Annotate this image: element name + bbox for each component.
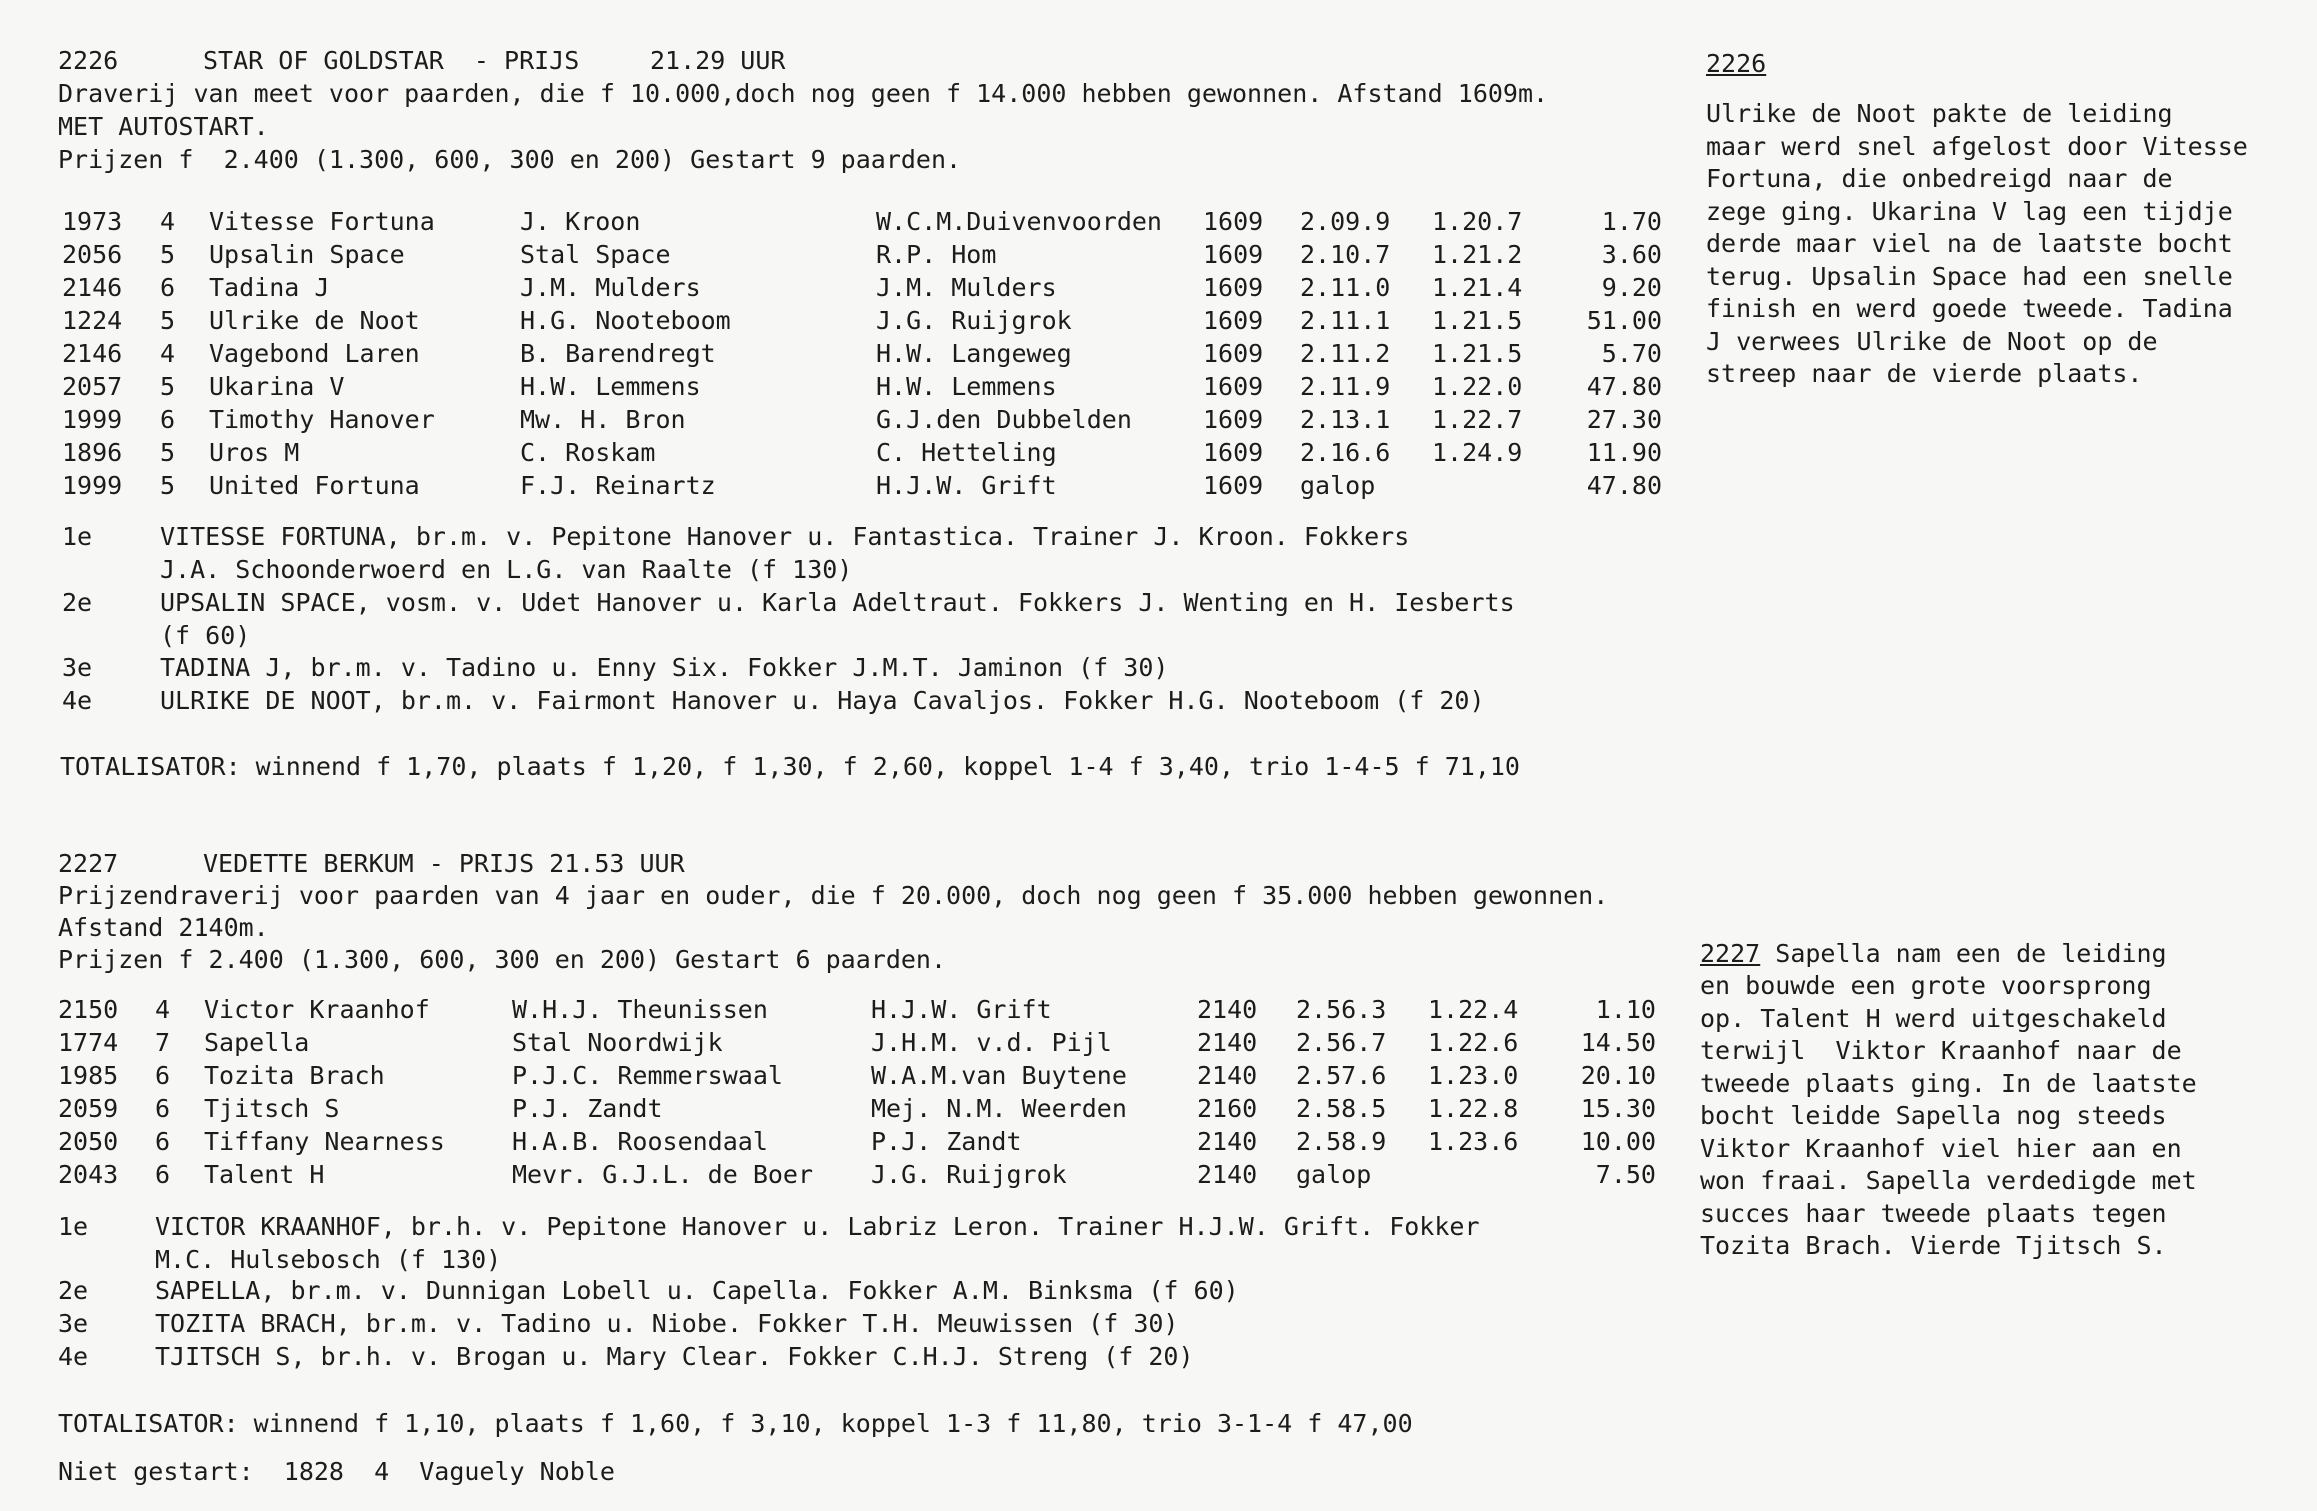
cell-dist: 1609 <box>1203 240 1264 269</box>
cell-owner: H.G. Nooteboom <box>520 306 731 335</box>
cell-dist: 1609 <box>1203 372 1264 401</box>
placing-position: 1e <box>62 522 93 551</box>
report-line: finish en werd goede tweede. Tadina <box>1706 294 2233 323</box>
cell-time: 2.11.9 <box>1300 372 1391 401</box>
cell-horse: Vagebond Laren <box>209 339 420 368</box>
placing-position: 3e <box>58 1309 89 1338</box>
cell-time: 2.11.0 <box>1300 273 1391 302</box>
cell-age: 5 <box>160 372 176 401</box>
cell-odds: 5.70 <box>1601 339 1662 368</box>
cell-owner: P.J.C. Remmerswaal <box>512 1061 783 1090</box>
cell-time: 2.10.7 <box>1300 240 1391 269</box>
cell-km: 1.23.0 <box>1428 1061 1519 1090</box>
cell-driver: Mej. N.M. Weerden <box>871 1094 1127 1123</box>
cell-age: 6 <box>160 405 176 434</box>
report-line: Tozita Brach. Vierde Tjitsch S. <box>1700 1231 2167 1260</box>
cell-owner: Stal Space <box>520 240 671 269</box>
cell-dist: 1609 <box>1203 306 1264 335</box>
cell-time: 2.56.3 <box>1296 995 1387 1024</box>
cell-driver: P.J. Zandt <box>871 1127 1022 1156</box>
cell-km: 1.20.7 <box>1432 207 1523 236</box>
report-first-line <box>1700 937 2167 970</box>
report-line: J verwees Ulrike de Noot op de <box>1706 326 2158 356</box>
report-line: succes haar tweede plaats tegen <box>1700 1198 2167 1228</box>
cell-dist: 1609 <box>1203 471 1264 500</box>
cell-dist: 2140 <box>1197 995 1258 1024</box>
cell-horse: Uros M <box>209 438 300 467</box>
placing-text: ULRIKE DE NOOT, br.m. v. Fairmont Hanover u. Haya Cavaljos. Fokker H.G. Nooteboom (f 20) <box>160 686 1485 715</box>
placing-position: 1e <box>58 1212 89 1241</box>
cell-driver: H.J.W. Grift <box>876 471 1057 500</box>
cell-odds: 15.30 <box>1580 1094 1656 1123</box>
placing-position: 3e <box>62 653 93 682</box>
cell-odds: 14.50 <box>1580 1028 1656 1057</box>
report-line: terwijl Viktor Kraanhof naar de <box>1700 1036 2182 1065</box>
cell-horse: Vitesse Fortuna <box>209 207 435 236</box>
cell-dist: 2140 <box>1197 1061 1258 1090</box>
placing-text: UPSALIN SPACE, vosm. v. Udet Hanover u. Karla Adeltraut. Fokkers J. Wenting en H. Iesberts <box>160 588 1515 617</box>
cell-id: 2050 <box>58 1127 119 1156</box>
cell-owner: Mevr. G.J.L. de Boer <box>512 1160 814 1189</box>
placing-text: TADINA J, br.m. v. Tadino u. Enny Six. Fokker J.M.T. Jaminon (f 30) <box>160 653 1169 682</box>
cell-owner: Stal Noordwijk <box>512 1028 723 1057</box>
cell-time: 2.58.9 <box>1296 1127 1387 1156</box>
cell-odds: 9.20 <box>1601 273 1662 302</box>
cell-age: 4 <box>160 207 176 236</box>
cell-driver: H.W. Lemmens <box>876 372 1057 401</box>
cell-horse: Tiffany Nearness <box>204 1127 445 1156</box>
totalisator: TOTALISATOR: winnend f 1,10, plaats f 1,60, f 3,10, koppel 1-3 f 11,80, trio 3-1-4 f 47,00 <box>58 1409 1413 1438</box>
cell-age: 6 <box>155 1094 171 1123</box>
placing-text: VICTOR KRAANHOF, br.h. v. Pepitone Hanover u. Labriz Leron. Trainer H.J.W. Grift. Fokker <box>155 1212 1480 1241</box>
cell-odds: 1.70 <box>1601 207 1662 236</box>
cell-owner: W.H.J. Theunissen <box>512 995 768 1024</box>
report-line: tweede plaats ging. In de laatste <box>1700 1068 2197 1098</box>
report-line: derde maar viel na de laatste bocht <box>1706 229 2233 258</box>
race-time: 21.29 UUR <box>650 46 786 75</box>
cell-time: 2.56.7 <box>1296 1028 1387 1057</box>
report-line: maar werd snel afgelost door Vitesse <box>1706 131 2248 161</box>
cell-owner: Mw. H. Bron <box>520 405 686 434</box>
cell-dist: 1609 <box>1203 405 1264 434</box>
cell-dist: 2140 <box>1197 1028 1258 1057</box>
placing-text-continued: (f 60) <box>160 621 251 650</box>
report-line: op. Talent H werd uitgeschakeld <box>1700 1003 2167 1033</box>
cell-odds: 1.10 <box>1595 995 1656 1024</box>
cell-driver: H.J.W. Grift <box>871 995 1052 1024</box>
cell-id: 2146 <box>62 339 123 368</box>
cell-id: 2146 <box>62 273 123 302</box>
cell-odds: 11.90 <box>1586 438 1662 467</box>
cell-age: 6 <box>160 273 176 302</box>
totalisator: TOTALISATOR: winnend f 1,70, plaats f 1,20, f 1,30, f 2,60, koppel 1-4 f 3,40, trio 1-4-5 f 71,10 <box>60 752 1520 781</box>
cell-odds: 20.10 <box>1580 1061 1656 1090</box>
cell-time: galop <box>1296 1160 1372 1189</box>
report-text: Sapella nam een de leiding <box>1760 939 2167 968</box>
cell-horse: Timothy Hanover <box>209 405 435 434</box>
report-line: Viktor Kraanhof viel hier aan en <box>1700 1133 2182 1163</box>
cell-id: 2056 <box>62 240 123 269</box>
cell-owner: B. Barendregt <box>520 339 716 368</box>
cell-age: 5 <box>160 240 176 269</box>
cell-time: 2.11.1 <box>1300 306 1391 335</box>
cell-driver: W.A.M.van Buytene <box>871 1061 1127 1090</box>
report-line: won fraai. Sapella verdedigde met <box>1700 1166 2197 1195</box>
cell-dist: 1609 <box>1203 438 1264 467</box>
cell-odds: 47.80 <box>1586 471 1662 500</box>
race-description: Prijzendraverij voor paarden van 4 jaar en ouder, die f 20.000, doch nog geen f 35.000 hebben gewonnen. <box>58 881 1609 910</box>
cell-id: 2150 <box>58 995 119 1024</box>
cell-dist: 1609 <box>1203 207 1264 236</box>
cell-km: 1.21.4 <box>1432 273 1523 302</box>
cell-driver: J.G. Ruijgrok <box>871 1160 1067 1189</box>
cell-km: 1.22.8 <box>1428 1094 1519 1123</box>
cell-driver: J.G. Ruijgrok <box>876 306 1072 335</box>
cell-driver: C. Hetteling <box>876 438 1057 467</box>
cell-km: 1.22.6 <box>1428 1028 1519 1057</box>
cell-dist: 2160 <box>1197 1094 1258 1123</box>
cell-age: 6 <box>155 1061 171 1090</box>
cell-odds: 47.80 <box>1586 372 1662 401</box>
cell-odds: 10.00 <box>1580 1127 1656 1156</box>
cell-owner: H.W. Lemmens <box>520 372 701 401</box>
cell-age: 6 <box>155 1127 171 1156</box>
cell-id: 1999 <box>62 405 123 434</box>
cell-id: 1224 <box>62 306 123 335</box>
not-started: Niet gestart: 1828 4 Vaguely Noble <box>58 1457 615 1486</box>
placing-position: 2e <box>62 588 93 617</box>
placing-position: 4e <box>62 686 93 715</box>
placing-text: SAPELLA, br.m. v. Dunnigan Lobell u. Capella. Fokker A.M. Binksma (f 60) <box>155 1276 1239 1305</box>
cell-km: 1.22.4 <box>1428 995 1519 1024</box>
cell-owner: P.J. Zandt <box>512 1094 663 1123</box>
cell-dist: 1609 <box>1203 339 1264 368</box>
report-line: Ulrike de Noot pakte de leiding <box>1706 99 2173 128</box>
cell-owner: H.A.B. Roosendaal <box>512 1127 768 1156</box>
cell-id: 2057 <box>62 372 123 401</box>
cell-horse: Talent H <box>204 1160 325 1189</box>
report-line: en bouwde een grote voorsprong <box>1700 971 2152 1000</box>
placing-text-continued: J.A. Schoonderwoerd en L.G. van Raalte (f 130) <box>160 555 853 584</box>
race-number: 2227 <box>58 849 119 878</box>
cell-km: 1.21.5 <box>1432 339 1523 368</box>
race-name: STAR OF GOLDSTAR - PRIJS <box>203 46 580 75</box>
cell-horse: Upsalin Space <box>209 240 405 269</box>
cell-time: galop <box>1300 471 1376 500</box>
cell-age: 5 <box>160 438 176 467</box>
cell-odds: 51.00 <box>1586 306 1662 335</box>
cell-time: 2.13.1 <box>1300 405 1391 434</box>
cell-driver: J.H.M. v.d. Pijl <box>871 1028 1112 1057</box>
cell-age: 4 <box>160 339 176 368</box>
report-number: 2226 <box>1706 49 1767 78</box>
report-line: streep naar de vierde plaats. <box>1706 359 2143 388</box>
cell-id: 1999 <box>62 471 123 500</box>
cell-horse: United Fortuna <box>209 471 420 500</box>
cell-km: 1.24.9 <box>1432 438 1523 467</box>
race-prizes: Prijzen f 2.400 (1.300, 600, 300 en 200) Gestart 6 paarden. <box>58 945 947 974</box>
cell-horse: Tozita Brach <box>204 1061 385 1090</box>
report-number: 2227 <box>1700 939 1761 968</box>
cell-id: 2043 <box>58 1160 119 1189</box>
cell-time: 2.16.6 <box>1300 438 1391 467</box>
cell-horse: Ulrike de Noot <box>209 306 420 335</box>
cell-age: 6 <box>155 1160 171 1189</box>
cell-owner: J. Kroon <box>520 207 641 236</box>
cell-driver: G.J.den Dubbelden <box>876 405 1132 434</box>
cell-dist: 2140 <box>1197 1127 1258 1156</box>
cell-age: 5 <box>160 471 176 500</box>
report-line: terug. Upsalin Space had een snelle <box>1706 261 2233 291</box>
placing-text: TJITSCH S, br.h. v. Brogan u. Mary Clear. Fokker C.H.J. Streng (f 20) <box>155 1342 1194 1371</box>
cell-odds: 27.30 <box>1586 405 1662 434</box>
cell-km: 1.23.6 <box>1428 1127 1519 1156</box>
cell-id: 1973 <box>62 207 123 236</box>
cell-time: 2.58.5 <box>1296 1094 1387 1123</box>
cell-age: 7 <box>155 1028 171 1057</box>
race-start-type: MET AUTOSTART. <box>58 112 269 141</box>
cell-horse: Tadina J <box>209 273 330 302</box>
cell-horse: Ukarina V <box>209 372 345 401</box>
cell-id: 2059 <box>58 1094 119 1123</box>
cell-horse: Victor Kraanhof <box>204 995 430 1024</box>
cell-owner: C. Roskam <box>520 438 656 467</box>
placing-text: VITESSE FORTUNA, br.m. v. Pepitone Hanover u. Fantastica. Trainer J. Kroon. Fokkers <box>160 522 1410 551</box>
race-name: VEDETTE BERKUM - PRIJS 21.53 UUR <box>203 849 685 878</box>
cell-time: 2.09.9 <box>1300 207 1391 236</box>
cell-driver: H.W. Langeweg <box>876 339 1072 368</box>
cell-owner: F.J. Reinartz <box>520 471 716 500</box>
cell-driver: R.P. Hom <box>876 240 997 269</box>
cell-id: 1985 <box>58 1061 119 1090</box>
report-line: zege ging. Ukarina V lag een tijdje <box>1706 196 2233 226</box>
placing-text: TOZITA BRACH, br.m. v. Tadino u. Niobe. Fokker T.H. Meuwissen (f 30) <box>155 1309 1179 1338</box>
cell-time: 2.11.2 <box>1300 339 1391 368</box>
cell-km: 1.21.5 <box>1432 306 1523 335</box>
cell-id: 1896 <box>62 438 123 467</box>
race-prizes: Prijzen f 2.400 (1.300, 600, 300 en 200) Gestart 9 paarden. <box>58 145 962 174</box>
placing-text-continued: M.C. Hulsebosch (f 130) <box>155 1245 502 1274</box>
cell-driver: W.C.M.Duivenvoorden <box>876 207 1162 236</box>
race-distance: Afstand 2140m. <box>58 913 269 942</box>
race-description: Draverij van meet voor paarden, die f 10.000,doch nog geen f 14.000 hebben gewonnen. Afstand 1609m. <box>58 79 1549 108</box>
cell-horse: Tjitsch S <box>204 1094 340 1123</box>
race-number: 2226 <box>58 46 119 75</box>
cell-age: 5 <box>160 306 176 335</box>
report-line: bocht leidde Sapella nog steeds <box>1700 1101 2167 1130</box>
cell-odds: 7.50 <box>1595 1160 1656 1189</box>
report-line: Fortuna, die onbedreigd naar de <box>1706 164 2173 193</box>
cell-km: 1.22.7 <box>1432 405 1523 434</box>
cell-odds: 3.60 <box>1601 240 1662 269</box>
cell-dist: 1609 <box>1203 273 1264 302</box>
cell-id: 1774 <box>58 1028 119 1057</box>
cell-driver: J.M. Mulders <box>876 273 1057 302</box>
cell-km: 1.21.2 <box>1432 240 1523 269</box>
placing-position: 4e <box>58 1342 89 1371</box>
cell-owner: J.M. Mulders <box>520 273 701 302</box>
cell-dist: 2140 <box>1197 1160 1258 1189</box>
cell-time: 2.57.6 <box>1296 1061 1387 1090</box>
cell-age: 4 <box>155 995 171 1024</box>
cell-horse: Sapella <box>204 1028 310 1057</box>
cell-km: 1.22.0 <box>1432 372 1523 401</box>
placing-position: 2e <box>58 1276 89 1305</box>
